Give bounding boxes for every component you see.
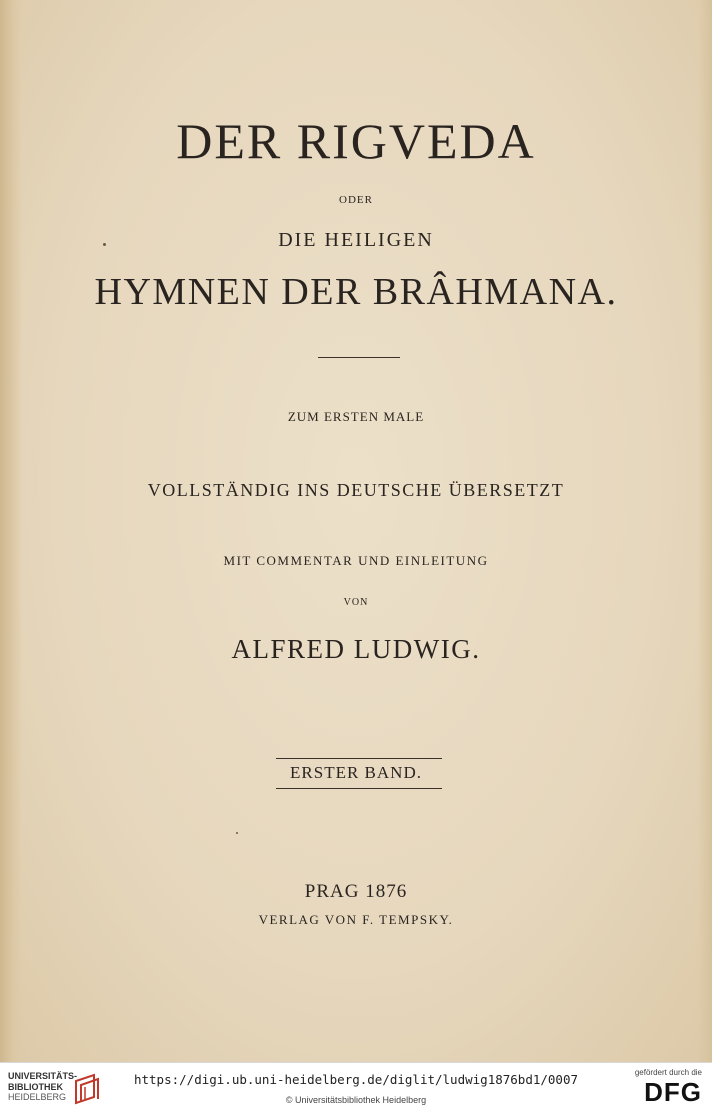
commentary-note: MIT COMMENTAR UND EINLEITUNG [223, 553, 489, 568]
dfg-wordmark: DFG [644, 1077, 702, 1107]
subtitle-line-1: DIE HEILIGEN [278, 229, 434, 251]
library-name-line-3: HEIDELBERG [8, 1092, 67, 1102]
volume-rule-top [276, 758, 442, 759]
viewer-footer [0, 1062, 712, 1114]
title-connector: ODER [339, 194, 373, 206]
library-name-line-2: BIBLIOTHEK [8, 1081, 63, 1092]
imprint-publisher: VERLAG VON F. TEMPSKY. [258, 912, 454, 927]
by-label: VON [343, 597, 369, 608]
subtitle-line-2: HYMNEN DER BRÂHMANA. [94, 271, 618, 313]
volume-rule-bottom [276, 788, 442, 789]
funding-note: gefördert durch die [634, 1068, 702, 1077]
imprint-place-year: PRAG 1876 [304, 881, 408, 902]
copyright-notice: © Universitätsbibliothek Heidelberg [285, 1095, 427, 1105]
volume-label: ERSTER BAND. [290, 763, 422, 782]
author-name: ALFRED LUDWIG. [231, 634, 481, 664]
dfg-logo[interactable] [632, 1068, 702, 1110]
translation-note: VOLLSTÄNDIG INS DEUTSCHE ÜBERSETZT [147, 480, 565, 500]
paper-speck [236, 832, 238, 834]
permalink-url[interactable]: https://digi.ub.uni-heidelberg.de/diglit/ludwig1876bd1/0007 [133, 1072, 578, 1087]
library-name-line-1: UNIVERSITÄTS- [8, 1071, 78, 1081]
edition-note: ZUM ERSTEN MALE [287, 409, 425, 424]
book-title: DER RIGVEDA [176, 113, 536, 169]
divider-rule [318, 357, 400, 358]
